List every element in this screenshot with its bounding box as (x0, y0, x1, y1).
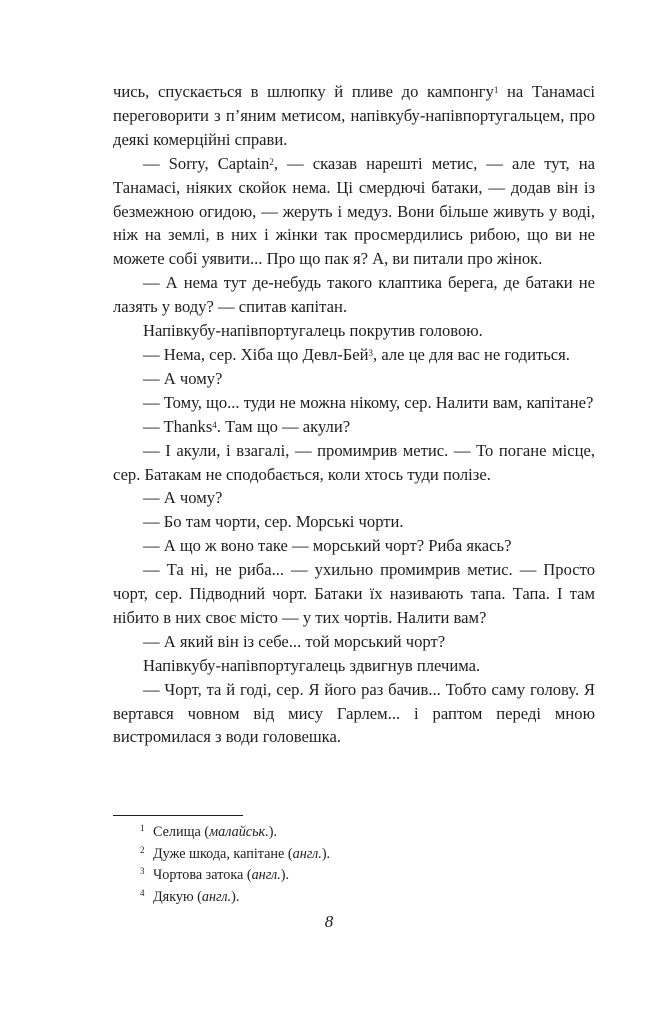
paragraph: — Чорт, та й годі, сер. Я його раз бачив... Тобто саму голову. Я вертався човном від мису Гарлем... і раптом переді мною вистромилася з води головешка. (113, 679, 595, 747)
paragraph: — Бо там чорти, сер. Морські чорти. (143, 512, 404, 532)
footnote-marker: 2 (269, 156, 274, 167)
footnote-number: 1 (140, 823, 145, 833)
footnote-item (140, 822, 580, 844)
paragraph-text: . Там що — акули? (216, 416, 351, 436)
footnote-item (140, 887, 580, 909)
paragraph: — А чому? (143, 488, 223, 508)
main-text (113, 80, 595, 749)
paragraph-text: на Танамасі переговорити з п’яним метисом, напівкубу-напівпортугальцем, про деякі комерційні справи. (113, 82, 596, 149)
paragraph-text: , але це для вас не годиться. (373, 344, 570, 364)
footnote-number: 2 (140, 844, 145, 855)
footnote-text: Дуже шкода, капітане ( (153, 845, 293, 862)
paragraph: — А нема тут де-небудь такого клаптика берега, де батаки не лазять у воду? — спитав капітан. (113, 273, 595, 317)
footnote-text: Дякую ( (153, 888, 202, 905)
paragraph-text: — Нема, сер. Хіба що Девл-Бей (143, 344, 369, 364)
footnote-language: англ. (201, 888, 232, 905)
paragraph: — Тому, що... туди не можна нікому, сер. Налити вам, капітане? (143, 392, 594, 412)
paragraph (113, 152, 595, 272)
footnote-language: англ. (292, 845, 322, 862)
paragraph: Напівкубу-напівпортугалець покрутив головою. (143, 321, 483, 341)
paragraph (113, 415, 595, 439)
paragraph-text: , — сказав нарешті метис, — але тут, на Танамасі, ніяких скойок нема. Ці смердючі батаки, — додав він із безмежною огидою, — жеруть і медуз. Вони більше живуть у воді, ніж на землі, в них і жінки так просмердились рибою, що ви не можете собі уявити... Про що пак я? А, ви питали про жінок. (113, 153, 595, 269)
footnote-marker: 4 (212, 419, 217, 430)
paragraph (113, 80, 595, 152)
paragraph: — А який він із себе... той морський чорт? (143, 631, 446, 651)
footnote-item (140, 865, 580, 887)
paragraph: — І акули, і взагалі, — промимрив метис. — То погане місце, сер. Батакам не сподобається, коли хтось туди полізе. (113, 440, 595, 484)
paragraph-text: чись, спускається в шлюпку й пливе до кампонгу (113, 82, 494, 101)
footnote-text-end: ). (321, 845, 331, 862)
paragraph: — А чому? (143, 368, 223, 388)
page-number: 8 (324, 912, 334, 931)
paragraph (113, 343, 595, 367)
footnote-text-end: ). (268, 824, 278, 840)
footnote-text: Чортова затока ( (153, 867, 252, 884)
paragraph: — А що ж воно таке — морський чорт? Риба якась? (143, 536, 512, 556)
footnote-number: 3 (140, 866, 145, 877)
footnote-text-end: ). (280, 867, 290, 884)
footnote-text: Селища ( (153, 824, 210, 840)
footnote-language: малайськ. (209, 824, 269, 840)
footnote-marker: 1 (493, 84, 499, 95)
footnote-divider (113, 815, 243, 816)
footnote-text-end: ). (231, 888, 240, 905)
footnote-language: англ. (251, 867, 281, 884)
paragraph-text: — Thanks (143, 416, 213, 436)
footnote-item (140, 844, 580, 866)
paragraph: Напівкубу-напівпортугалець здвигнув плечима. (143, 655, 481, 675)
footnotes (140, 822, 580, 908)
footnote-number: 4 (140, 887, 145, 898)
footnote-marker: 3 (368, 347, 374, 358)
paragraph: — Та ні, не риба... — ухильно промимрив метис. — Просто чорт, сер. Підводний чорт. Батаки їх називають тапа. Тапа. І там нібито в них своє місто — у тих чортів. Налити вам? (113, 560, 595, 627)
paragraph-text: — Sorry, Captain (143, 153, 270, 173)
